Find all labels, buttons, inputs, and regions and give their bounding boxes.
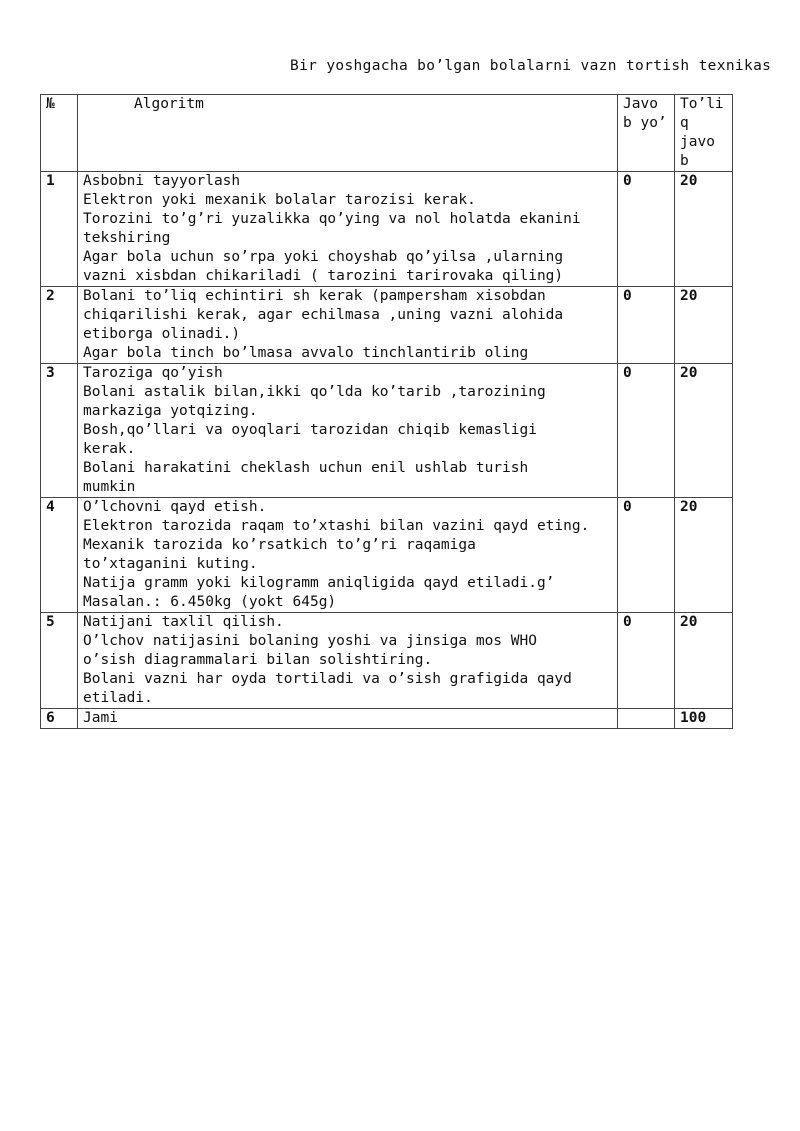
table-row bbox=[41, 498, 733, 613]
algorithm-line: kerak. bbox=[83, 441, 136, 457]
table-row bbox=[41, 364, 733, 498]
algorithm-line: etiladi. bbox=[83, 690, 153, 706]
algorithm-line: tekshiring bbox=[83, 230, 171, 246]
algorithm-line: o’sish diagrammalari bilan solishtiring. bbox=[83, 652, 433, 668]
header-toliq-javob bbox=[675, 95, 733, 172]
algorithm-line: mumkin bbox=[83, 479, 136, 495]
algorithm-line: vazni xisbdan chikariladi ( tarozini tarirovaka qiling) bbox=[83, 268, 564, 284]
algorithm-line: Bosh,qo’llari va oyoqlari tarozidan chiqib kemasligi bbox=[83, 422, 537, 438]
algorithm-line: O’lchovni qayd etish. bbox=[83, 499, 267, 515]
header-toliq-line: To’li bbox=[680, 96, 724, 112]
row-number: 2 bbox=[41, 287, 78, 364]
row-toliq-score: 20 bbox=[675, 613, 733, 709]
algorithm-line: Natijani taxlil qilish. bbox=[83, 614, 284, 630]
header-javob-line: Javo bbox=[623, 96, 658, 112]
algorithm-line: to’xtaganini kuting. bbox=[83, 556, 258, 572]
total-toliq-score: 100 bbox=[675, 709, 733, 729]
table-row bbox=[41, 287, 733, 364]
row-javob-score: 0 bbox=[618, 287, 675, 364]
algorithm-line: etiborga olinadi.) bbox=[83, 326, 241, 342]
row-algorithm-text bbox=[78, 364, 618, 498]
table-total-row bbox=[41, 709, 733, 729]
algorithm-line: O’lchov natijasini bolaning yoshi va jinsiga mos WHO bbox=[83, 633, 537, 649]
table-row bbox=[41, 172, 733, 287]
algorithm-line: chiqarilishi kerak, agar echilmasa ,uning vazni alohida bbox=[83, 307, 564, 323]
row-toliq-score: 20 bbox=[675, 287, 733, 364]
header-javob-line: b yo’ bbox=[623, 115, 667, 131]
row-javob-score: 0 bbox=[618, 613, 675, 709]
header-number-label: № bbox=[46, 96, 55, 112]
row-toliq-score: 20 bbox=[675, 172, 733, 287]
algorithm-line: Agar bola tinch bo’lmasa avvalo tinchlantirib oling bbox=[83, 345, 529, 361]
algorithm-line: Bolani to’liq echintiri sh kerak (pampersham xisobdan bbox=[83, 288, 546, 304]
row-toliq-score: 20 bbox=[675, 498, 733, 613]
table-row bbox=[41, 613, 733, 709]
total-javob-score bbox=[618, 709, 675, 729]
algorithm-line: Elektron tarozida raqam to’xtashi bilan vazini qayd eting. bbox=[83, 518, 590, 534]
algorithm-line: Bolani harakatini cheklash uchun enil ushlab turish bbox=[83, 460, 529, 476]
row-number: 5 bbox=[41, 613, 78, 709]
row-javob-score: 0 bbox=[618, 172, 675, 287]
header-algorithm bbox=[78, 95, 618, 172]
row-algorithm-text bbox=[78, 498, 618, 613]
header-algorithm-label: Algoritm bbox=[134, 96, 204, 112]
header-javob bbox=[618, 95, 675, 172]
algorithm-line: Natija gramm yoki kilogramm aniqligida qayd etiladi.g’ bbox=[83, 575, 555, 591]
algorithm-line: Agar bola uchun so’rpa yoki choyshab qo’yilsa ,ularning bbox=[83, 249, 564, 265]
header-number bbox=[41, 95, 78, 172]
total-row-number: 6 bbox=[41, 709, 78, 729]
algorithm-table bbox=[40, 94, 733, 729]
row-algorithm-text bbox=[78, 287, 618, 364]
row-javob-score: 0 bbox=[618, 498, 675, 613]
algorithm-line: Mexanik tarozida ko’rsatkich to’g’ri raqamiga bbox=[83, 537, 476, 553]
algorithm-line: Asbobni tayyorlash bbox=[83, 173, 241, 189]
total-label: Jami bbox=[78, 709, 618, 729]
algorithm-line: Taroziga qo’yish bbox=[83, 365, 223, 381]
algorithm-line: Bolani astalik bilan,ikki qo’lda ko’tarib ,tarozining bbox=[83, 384, 546, 400]
algorithm-line: Torozini to’g’ri yuzalikka qo’ying va nol holatda ekanini bbox=[83, 211, 581, 227]
header-toliq-line: b bbox=[680, 153, 689, 169]
row-javob-score: 0 bbox=[618, 364, 675, 498]
row-number: 4 bbox=[41, 498, 78, 613]
page-title: Bir yoshgacha bo’lgan bolalarni vazn tortish texnikas bbox=[290, 58, 772, 74]
algorithm-line: markaziga yotqizing. bbox=[83, 403, 258, 419]
algorithm-line: Bolani vazni har oyda tortiladi va o’sish grafigida qayd bbox=[83, 671, 572, 687]
row-algorithm-text bbox=[78, 172, 618, 287]
row-toliq-score: 20 bbox=[675, 364, 733, 498]
table-header-row bbox=[41, 95, 733, 172]
row-number: 3 bbox=[41, 364, 78, 498]
algorithm-line: Elektron yoki mexanik bolalar tarozisi kerak. bbox=[83, 192, 476, 208]
header-toliq-line: q bbox=[680, 115, 689, 131]
algorithm-line: Masalan.: 6.450kg (yokt 645g) bbox=[83, 594, 337, 610]
row-number: 1 bbox=[41, 172, 78, 287]
header-toliq-line: javo bbox=[680, 134, 715, 150]
row-algorithm-text bbox=[78, 613, 618, 709]
